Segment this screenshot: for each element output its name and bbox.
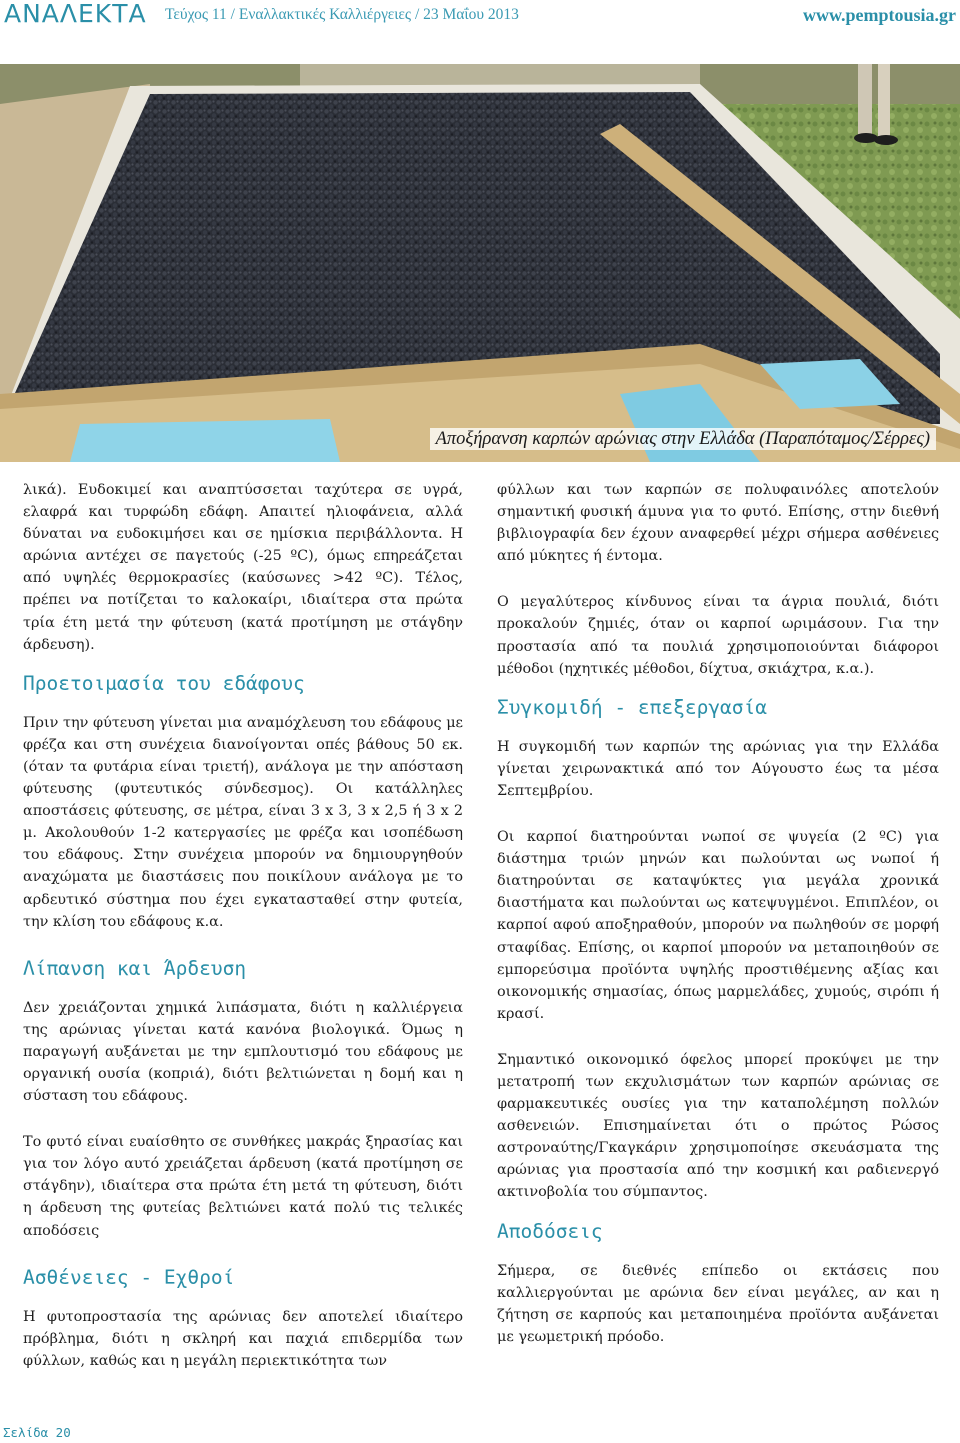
- paragraph-irrigation: Το φυτό είναι ευαίσθητο σε συνθήκες μακράς ξηρασίας και για τον λόγο αυτό χρειάζεται άρδευση (κατά προτίμηση σε στάγδην), ιδιαίτερα στα πρώτα έτη μετά τη φύτευση, διότι η άρδευση της φυτείας βελτιώνει κατά πολύ τις τελικές αποδόσεις: [23, 1134, 463, 1239]
- page-number: Σελίδα 20: [3, 1425, 71, 1440]
- issue-info: Τεύχος 11 / Εναλλακτικές Καλλιέργειες / 23 Μαΐου 2013: [165, 6, 519, 23]
- paragraph-fertilization: Δεν χρειάζονται χημικά λιπάσματα, διότι η καλλιέργεια της αρώνιας γίνεται κατά κανόνα βιολογικά. Όμως η παραγωγή αυξάνεται με την εμπλουτισμό του εδάφους με οργανική ουσία (κοπριά), διότι βελτιώνεται η δομή και η σύσταση του εδάφους.: [23, 999, 463, 1105]
- paragraph-yields: Σήμερα, σε διεθνές επίπεδο οι εκτάσεις που καλλιεργούνται με αρώνια δεν είναι μεγάλες, αν και η ζήτηση σε καρπούς και μεταποιημένα προϊόντα αυξάνεται με γεωμετρική πρόοδο.: [497, 1262, 939, 1345]
- right-column: [497, 479, 939, 1372]
- heading-soil-preparation: Προετοιμασία του εδάφους: [23, 671, 305, 695]
- page-header: [0, 0, 960, 34]
- magazine-brand: ΑΝΑΛΕΚΤΑ: [4, 0, 147, 28]
- paragraph-diseases: Η φυτοπροστασία της αρώνιας δεν αποτελεί ιδιαίτερο πρόβλημα, διότι η σκληρή και παχιά επιδερμίδα των φύλλων, καθώς και η μεγάλη περιεκτικότητα των: [23, 1308, 463, 1369]
- paragraph-storage: Οι καρποί διατηρούνται νωποί σε ψυγεία (2 ºC) για διάστημα τριών μηνών και πωλούνται ως νωποί ή διατηρούνται σε καταψύκτες για μεγάλα χρονικά διαστήματα και πωλούνται ως κατεψυγμένοι. Επιπλέον, οι καρποί αφού αποξηραθούν, μπορούν να πωληθούν σε μορφή σταφίδας. Επίσης, οι καρποί μπορούν να μεταποιηθούν σε εμπορεύσιμα προϊόντα υψηλής προστιθέμενης αξίας και οικονομικής σημασίας, όπως μαρμελάδες, χυμούς, σιρόπι ή κρασί.: [497, 829, 939, 1022]
- drying-berries-photo: [0, 64, 960, 462]
- heading-diseases-pests: Ασθένειες - Εχθροί: [23, 1265, 235, 1289]
- heading-harvest-processing: Συγκομιδή - επεξεργασία: [497, 695, 768, 719]
- paragraph-harvest: Η συγκομιδή των καρπών της αρώνιας για την Ελλάδα γίνεται χειρωνακτικά από τον Αύγουστο έως τα μέσα Σεπτεμβρίου.: [497, 738, 939, 799]
- figure-caption: Αποξήρανση καρπών αρώνιας στην Ελλάδα (Παραπόταμος/Σέρρες): [430, 428, 936, 450]
- paragraph-birds: Ο μεγαλύτερος κίνδυνος είναι τα άγρια πουλιά, διότι προκαλούν ζημιές, όταν οι καρποί ωριμάσουν. Για την προστασία από τα πουλιά χρησιμοποιούνται διάφοροι μέθοδοι (ηχητικές μέθοδοι, δίχτυα, σκιάχτρα, κ.α.).: [497, 594, 939, 677]
- heading-fertilization-irrigation: Λίπανση και Άρδευση: [23, 956, 247, 980]
- paragraph-soil-preparation: Πριν την φύτευση γίνεται μια αναμόχλευση του εδάφους με φρέζα και στη συνέχεια διανοίγονται οπές βάθους 50 εκ. (όταν τα φυτάρια είναι τριετή), ανάλογα με την απόσταση φύτευσης (φυτευτικός σύνδεσμος). Οι κατάλληλες αποστάσεις φύτευσης, σε μέτρα, είναι 3 x 3, 3 x 2,5 ή 3 x 2 μ. Ακολουθούν 1-2 κατεργασίες με φρέζα και ισοπέδωση του εδάφους. Στην συνέχεια μπορούν να δημιουργηθούν αναχώματα με διαστάσεις που ποικίλουν ανάλογα με το αρδευτικό σύστημα που έχει εγκατασταθεί στην φυτεία, την κλίση του εδάφους κ.α.: [23, 714, 463, 930]
- paragraph-pharmaceutical: Σημαντικό οικονομικό όφελος μπορεί προκύψει με την μετατροπή των εκχυλισμάτων των καρπών αρώνιας σε φαρμακευτικές ουσίες για την καταπολέμηση πολλών ασθενειών. Επισημαίνεται ότι ο πρώτος Ρώσος αστροναύτης/Γκαγκάριν χρησιμοποίησε σκευάσματα της αρώνιας για προστασία από την κοσμική και ραδιενεργό ακτινοβολία του σύμπαντος.: [497, 1051, 939, 1201]
- site-link[interactable]: www.pemptousia.gr: [802, 5, 956, 25]
- paragraph-climate: λικά). Ευδοκιμεί και αναπτύσσεται ταχύτερα σε υγρά, ελαφρά και τυρφώδη εδάφη. Απαιτεί ηλιοφάνεια, αλλά δύναται να ευδοκιμήσει και σε ημίσκια περιβάλλοντα. Η αρώνια αντέχει σε παγετούς (-25 ºC), όμως επηρεάζεται από υψηλές θερμοκρασίες (καύσωνες >42 ºC). Τέλος, πρέπει να ποτίζεται το καλοκαίρι, ιδιαίτερα στα πρώτα τρία έτη μετά την φύτευση (κατά προτίμηση με στάγδην άρδευση).: [23, 482, 463, 653]
- heading-yields: Αποδόσεις: [497, 1219, 603, 1243]
- left-column: [23, 479, 463, 1396]
- paragraph-polyphenols: φύλλων και των καρπών σε πολυφαινόλες αποτελούν σημαντική φυσική άμυνα για το φυτό. Επίσης, στην διεθνή βιβλιογραφία δεν έχουν αναφερθεί μέχρι σήμερα ασθένειες από μύκητες ή έντομα.: [497, 482, 939, 565]
